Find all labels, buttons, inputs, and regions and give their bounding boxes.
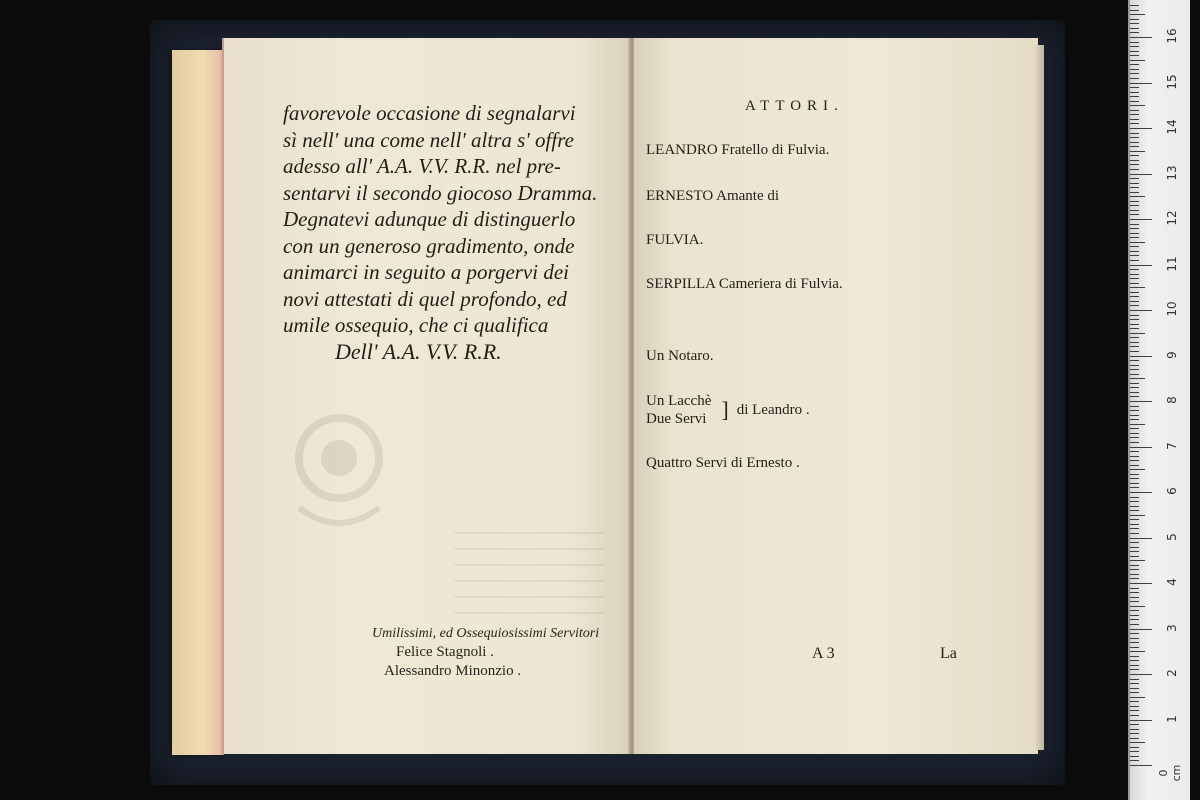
ruler-tick (1130, 196, 1145, 197)
bracket-icon: ] (721, 397, 729, 422)
ruler-tick (1130, 369, 1139, 370)
ruler-unit-label: 0 cm (1157, 764, 1183, 782)
ruler-tick (1130, 578, 1139, 579)
ruler-tick (1130, 547, 1139, 548)
ruler-tick (1130, 10, 1139, 11)
ruler-tick (1130, 706, 1139, 707)
ruler-tick (1130, 469, 1145, 470)
ruler-tick (1130, 606, 1145, 607)
ruler-tick (1130, 242, 1145, 243)
ruler-tick (1130, 542, 1139, 543)
ruler-tick (1130, 651, 1145, 652)
dedication-line: adesso all' A.A. V.V. R.R. nel pre- (283, 154, 561, 178)
dedication-salutation: Dell' A.A. V.V. R.R. (335, 338, 502, 364)
cast-entry: SERPILLA Cameriera di Fulvia. (646, 276, 843, 292)
ruler-tick (1130, 633, 1139, 634)
ruler-tick (1130, 624, 1139, 625)
ruler-tick (1130, 14, 1145, 15)
ruler-tick (1130, 219, 1152, 220)
ruler-number: 14 (1165, 119, 1179, 135)
ruler-tick (1130, 601, 1139, 602)
ruler-number: 6 (1165, 487, 1179, 495)
ruler-tick (1130, 556, 1139, 557)
ruler-number: 16 (1165, 28, 1179, 44)
page-edges (172, 50, 224, 755)
ruler-tick (1130, 642, 1139, 643)
ruler-tick (1130, 333, 1145, 334)
signature-mark: A 3 (812, 645, 835, 662)
ruler-tick (1130, 346, 1139, 347)
ruler-tick (1130, 465, 1139, 466)
ruler-tick (1130, 447, 1152, 448)
cast-entry: Quattro Servi di Ernesto . (646, 455, 800, 471)
cast-entry: Un Notaro. (646, 348, 714, 364)
braced-names (646, 392, 711, 428)
ruler-tick (1130, 292, 1139, 293)
ruler-tick (1130, 724, 1139, 725)
ruler-tick (1130, 456, 1139, 457)
ruler-tick (1130, 374, 1139, 375)
cast-entry: ERNESTO Amante di (646, 188, 780, 204)
signers-block (372, 624, 632, 681)
ruler-tick (1130, 19, 1139, 20)
ruler-tick (1130, 78, 1139, 79)
ruler-tick (1130, 592, 1139, 593)
ruler-tick (1130, 110, 1139, 111)
ruler-tick (1130, 528, 1139, 529)
ruler-tick (1130, 187, 1139, 188)
ruler-tick (1130, 337, 1139, 338)
ruler-tick (1130, 64, 1139, 65)
ruler-tick (1130, 105, 1145, 106)
ruler-number: 8 (1165, 396, 1179, 404)
ruler-tick (1130, 142, 1139, 143)
braced-relation: di Leandro . (736, 401, 810, 418)
ruler-tick (1130, 729, 1139, 730)
right-page-edges (1036, 45, 1044, 750)
ruler-tick (1130, 23, 1139, 24)
ruler-tick (1130, 205, 1139, 206)
ruler-tick (1130, 669, 1139, 670)
ruler-tick (1130, 588, 1139, 589)
ruler-tick (1130, 178, 1139, 179)
dedication-line: sentarvi il secondo giocoso Dramma. (283, 180, 598, 205)
ruler-tick (1130, 410, 1139, 411)
ruler-tick (1130, 697, 1145, 698)
ruler-tick (1130, 720, 1152, 721)
ruler-tick (1130, 210, 1139, 211)
ruler-tick (1130, 278, 1139, 279)
ruler-tick (1130, 519, 1139, 520)
ruler-tick (1130, 615, 1139, 616)
ruler-tick (1130, 560, 1145, 561)
ruler-tick (1130, 73, 1139, 74)
ruler-tick (1130, 310, 1152, 311)
scale-ruler (1128, 0, 1190, 800)
ruler-tick (1130, 46, 1139, 47)
ruler-tick (1130, 214, 1139, 215)
ruler-tick (1130, 260, 1139, 261)
ruler-tick (1130, 738, 1139, 739)
ruler-tick (1130, 701, 1139, 702)
ruler-tick (1130, 246, 1139, 247)
ruler-number: 10 (1165, 301, 1179, 317)
ruler-tick (1130, 747, 1139, 748)
ruler-tick (1130, 183, 1139, 184)
ruler-number: 12 (1165, 210, 1179, 226)
ruler-number: 2 (1165, 669, 1179, 677)
ruler-tick (1130, 597, 1139, 598)
ruler-tick (1130, 492, 1152, 493)
ruler-tick (1130, 83, 1152, 84)
ruler-tick (1130, 351, 1139, 352)
ruler-tick (1130, 60, 1145, 61)
signers-closing: Umilissimi, ed Ossequiosissimi Servitori (372, 626, 600, 641)
ruler-tick (1130, 228, 1139, 229)
ruler-tick (1130, 319, 1139, 320)
ruler-tick (1130, 401, 1152, 402)
ruler-tick (1130, 269, 1139, 270)
ruler-tick (1130, 324, 1139, 325)
ruler-tick (1130, 160, 1139, 161)
cast-entry: Due Servi (646, 411, 707, 427)
ruler-tick (1130, 533, 1139, 534)
ruler-tick (1130, 760, 1139, 761)
ruler-tick (1130, 733, 1139, 734)
dedication-line: animarci in seguito a porgervi dei (283, 260, 569, 284)
ruler-tick (1130, 610, 1139, 611)
dedication-line: favorevole occasione di segnalarvi (283, 101, 576, 125)
ruler-tick (1130, 692, 1139, 693)
ruler-tick (1130, 442, 1139, 443)
ruler-tick (1130, 396, 1139, 397)
ruler-tick (1130, 342, 1139, 343)
ruler-tick (1130, 164, 1139, 165)
ruler-tick (1130, 551, 1139, 552)
ruler-tick (1130, 133, 1139, 134)
ruler-tick (1130, 679, 1139, 680)
signer-name: Alessandro Minonzio . (384, 663, 522, 679)
ruler-tick (1130, 574, 1139, 575)
ruler-tick (1130, 538, 1152, 539)
ruler-tick (1130, 742, 1145, 743)
ruler-tick (1130, 406, 1139, 407)
ruler-tick (1130, 296, 1139, 297)
ruler-tick (1130, 201, 1139, 202)
ruler-tick (1130, 660, 1139, 661)
ruler-tick (1130, 28, 1139, 29)
signer-name: Felice Stagnoli . (396, 644, 494, 660)
dedication-line: umile ossequio, che ci qualifica (283, 313, 549, 337)
ruler-tick (1130, 55, 1139, 56)
ruler-tick (1130, 474, 1139, 475)
ruler-tick (1130, 301, 1139, 302)
ruler-tick (1130, 683, 1139, 684)
ruler-tick (1130, 437, 1139, 438)
ruler-tick (1130, 251, 1139, 252)
ruler-tick (1130, 123, 1139, 124)
ruler-number: 4 (1165, 578, 1179, 586)
ruler-tick (1130, 224, 1139, 225)
ruler-tick (1130, 101, 1139, 102)
dedication-line: Degnatevi adunque di distinguerlo (283, 207, 576, 231)
ruler-tick (1130, 656, 1139, 657)
ruler-tick (1130, 665, 1139, 666)
ruler-number: 15 (1165, 73, 1179, 90)
ruler-tick (1130, 506, 1139, 507)
cast-title: ATTORI. (745, 98, 844, 114)
ruler-tick (1130, 583, 1152, 584)
catchword: La (940, 645, 957, 662)
ruler-tick (1130, 255, 1139, 256)
ruler-tick (1130, 69, 1139, 70)
ruler-tick (1130, 674, 1152, 675)
ruler-tick (1130, 501, 1139, 502)
ruler-tick (1130, 419, 1139, 420)
ruler-tick (1130, 119, 1139, 120)
dedication-text (283, 100, 628, 365)
ruler-tick (1130, 415, 1139, 416)
ruler-tick (1130, 283, 1139, 284)
ruler-tick (1130, 483, 1139, 484)
ruler-tick (1130, 51, 1139, 52)
ruler-tick (1130, 619, 1139, 620)
ruler-tick (1130, 356, 1152, 357)
ruler-tick (1130, 433, 1139, 434)
ruler-tick (1130, 155, 1139, 156)
ruler-tick (1130, 565, 1139, 566)
dedication-line: con un generoso gradimento, onde (283, 233, 575, 258)
ruler-tick (1130, 192, 1139, 193)
ruler-tick (1130, 478, 1139, 479)
ruler-tick (1130, 497, 1139, 498)
ruler-tick (1130, 87, 1139, 88)
cast-entry: Un Lacchè (646, 393, 712, 409)
ruler-number: 13 (1165, 164, 1179, 181)
ruler-number: 5 (1165, 532, 1179, 541)
ruler-tick (1130, 715, 1139, 716)
dedication-line: sì nell' una come nell' altra s' offre (283, 127, 574, 152)
ruler-tick (1130, 32, 1139, 33)
ruler-tick (1130, 128, 1152, 129)
ruler-tick (1130, 37, 1152, 38)
ruler-tick (1130, 265, 1152, 266)
ruler-tick (1130, 765, 1152, 766)
ruler-tick (1130, 305, 1139, 306)
ruler-tick (1130, 428, 1139, 429)
ruler-tick (1130, 378, 1145, 379)
ruler-tick (1130, 137, 1139, 138)
ruler-tick (1130, 237, 1139, 238)
ruler-number: 11 (1165, 255, 1179, 272)
ruler-tick (1130, 451, 1139, 452)
ruler-number: 7 (1165, 441, 1179, 450)
ruler-tick (1130, 5, 1139, 6)
ruler-tick (1130, 42, 1139, 43)
show-through-ornament (284, 398, 394, 538)
ruler-tick (1130, 114, 1139, 115)
ruler-number: 3 (1165, 623, 1179, 632)
ruler-tick (1130, 151, 1145, 152)
cast-entry: LEANDRO Fratello di Fulvia. (646, 142, 830, 158)
ruler-tick (1130, 487, 1139, 488)
ruler-tick (1130, 365, 1139, 366)
cast-entry: FULVIA. (646, 232, 704, 248)
ruler-tick (1130, 233, 1139, 234)
ruler-tick (1130, 169, 1139, 170)
ruler-tick (1130, 524, 1139, 525)
dedication-line: novi attestati di quel profondo, ed (283, 286, 567, 311)
ruler-tick (1130, 515, 1145, 516)
ruler-tick (1130, 688, 1139, 689)
ruler-tick (1130, 383, 1139, 384)
ruler-tick (1130, 96, 1139, 97)
ruler-tick (1130, 710, 1139, 711)
ruler-tick (1130, 392, 1139, 393)
ruler-tick (1130, 629, 1152, 630)
ruler-tick (1130, 647, 1139, 648)
ruler-tick (1130, 146, 1139, 147)
ruler-tick (1130, 751, 1139, 752)
ruler-tick (1130, 315, 1139, 316)
ruler-tick (1130, 510, 1139, 511)
ruler-tick (1130, 92, 1139, 93)
ruler-tick (1130, 328, 1139, 329)
braced-cast-group (646, 392, 810, 428)
ruler-tick (1130, 174, 1152, 175)
ruler-tick (1130, 756, 1139, 757)
ruler-tick (1130, 460, 1139, 461)
ruler-tick (1130, 638, 1139, 639)
ruler-number: 1 (1165, 714, 1179, 723)
ruler-tick (1130, 287, 1145, 288)
ruler-tick (1130, 569, 1139, 570)
ruler-tick (1130, 424, 1145, 425)
ruler-tick (1130, 360, 1139, 361)
ruler-number: 9 (1165, 350, 1179, 359)
ruler-tick (1130, 274, 1139, 275)
ruler-tick (1130, 387, 1139, 388)
